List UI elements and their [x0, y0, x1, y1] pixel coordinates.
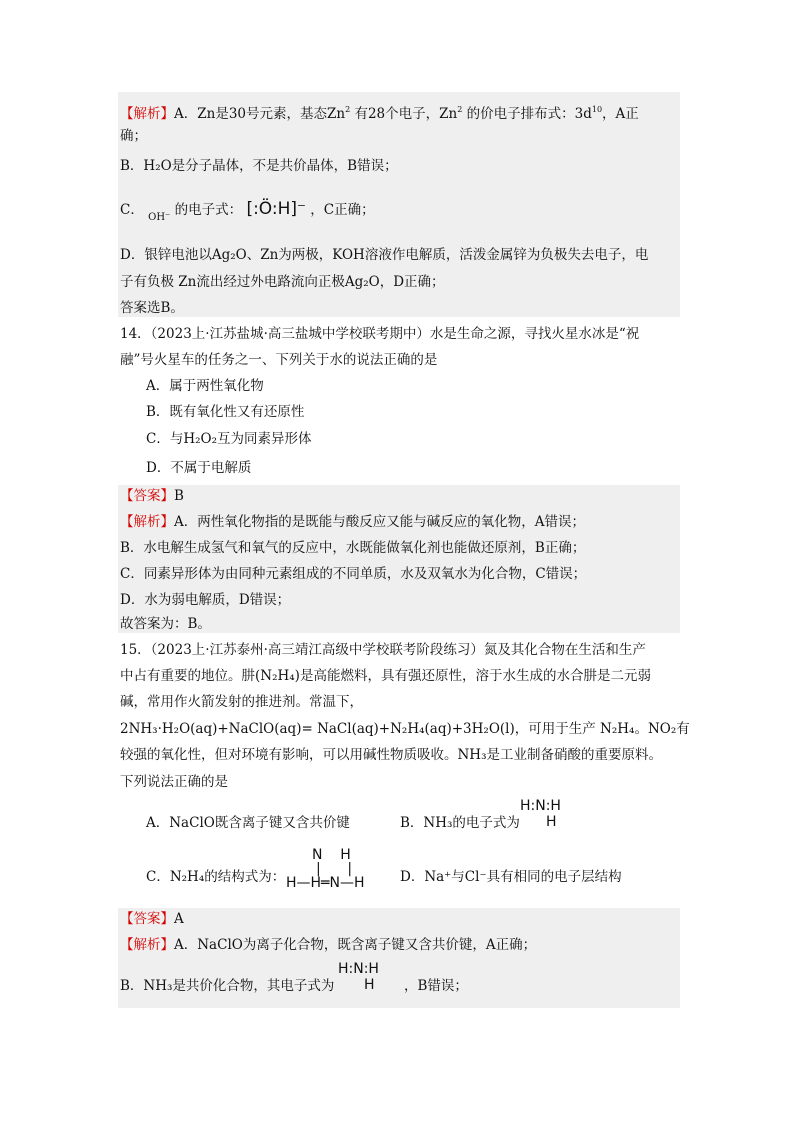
prev-exp-line-d1: D．银锌电池以Ag₂O、Zn为两极，KOH溶液作电解质，活泼金属锌为负极失去电子，电: [120, 247, 649, 263]
q15-option-d: D．Na⁺与Cl⁻具有相同的电子层结构: [400, 869, 622, 885]
prev-answer: 答案选B。: [120, 300, 184, 316]
text: ，可用于生产 N₂H₄。NO₂有: [514, 721, 690, 737]
struct-bonds: | |: [316, 861, 353, 877]
q14-option-a: A．属于两性氧化物: [146, 378, 264, 394]
h2o2-formula: H₂O₂: [183, 431, 218, 447]
text: ，A正: [602, 106, 639, 122]
text: ，C正确；: [310, 202, 375, 218]
q14-exp-5: 故答案为：B。: [120, 616, 211, 632]
nh3-electron-formula-2: [338, 961, 379, 993]
q15-option-c: C．N₂H₄的结构式为：: [146, 869, 286, 885]
superscript: 2: [345, 105, 351, 114]
prev-exp-line-b: B．H₂O是分子晶体，不是共价晶体，B错误；: [120, 158, 398, 174]
q14-option-b: B．既有氧化性又有还原性: [146, 404, 305, 420]
text: A．NaClO为离子化合物，既含离子键又含共价键，A正确；: [174, 937, 537, 953]
nh3-electron-formula: [520, 798, 561, 830]
text: 互为同素异形体: [217, 431, 312, 447]
answer-block: [118, 485, 680, 633]
daan-tag: 【答案】: [120, 488, 174, 504]
q15-exp-2b: ，B错误；: [404, 978, 468, 994]
superscript: 10: [591, 105, 603, 114]
struct-bottom-row: H—H═N—H: [286, 875, 365, 891]
text: 的电子式：: [174, 202, 243, 218]
daan-tag: 【答案】: [120, 911, 174, 927]
q14-answer: [120, 487, 184, 505]
text: B．NH₃是共价化合物，其电子式为: [120, 978, 335, 994]
oh-electron-formula: [:Ö:H]⁻: [246, 199, 306, 219]
text: C．: [120, 202, 144, 218]
q15-exp-2: [120, 977, 334, 995]
nh3-bottom-h: H: [546, 814, 557, 830]
prev-exp-line-a: [120, 101, 639, 123]
nh3-row: H:N:H: [520, 798, 561, 814]
nh3-row: H:N:H: [338, 961, 379, 977]
answer-value: B: [174, 488, 184, 504]
q15-stem-1: 15．（2023上·江苏泰州·高三靖江高级中学校联考阶段练习）氮及其化合物在生活和生产: [120, 642, 646, 658]
q15-answer: [120, 910, 184, 928]
q15-stem-2: 中占有重要的地位。肼(N₂H₄)是高能燃料，具有强还原性，溶于水生成的水合肼是二元弱: [120, 668, 651, 684]
text: A．两性氧化物指的是既能与酸反应又能与碱反应的氧化物，A错误；: [174, 514, 585, 530]
n2h4-structural-formula: [286, 848, 364, 890]
q14-stem-2: 融”号火星车的任务之一、下列关于水的说法正确的是: [120, 352, 438, 368]
text: C．与: [146, 431, 184, 447]
q15-stem-6: 下列说法正确的是: [120, 774, 228, 790]
superscript: 2: [457, 105, 463, 114]
prev-exp-line-a2: 确；: [120, 128, 147, 144]
q15-stem-5: 较强的氧化性，但对环境有影响，可以用碱性物质吸收。NH₃是工业制备硝酸的重要原料。: [120, 747, 662, 763]
q15-option-b: B．NH₃的电子式为: [400, 815, 520, 831]
prev-exp-line-d2: 子有负极 Zn流出经过外电路流向正极Ag₂O，D正确；: [120, 274, 445, 290]
q14-stem-1: 14．（2023上·江苏盐城·高三盐城中学校联考期中）水是生命之源，寻找火星水冰是“祝: [120, 326, 640, 342]
struct-top-row: N H: [312, 847, 351, 863]
text: 有28个电子，Zn: [354, 106, 458, 122]
text: A．Zn是30号元素，基态Zn: [174, 106, 346, 122]
q14-exp-4: D．水为弱电解质，D错误；: [120, 592, 291, 608]
q14-exp-2: B．水电解生成氢气和氧气的反应中，水既能做氧化剂也能做还原剂，B正确；: [120, 540, 586, 556]
q15-stem-3: 碱，常用作火箭发射的推进剂。常温下，: [120, 694, 363, 710]
q14-exp-3: C．同素异形体为由同种元素组成的不同单质，水及双氧水为化合物，C错误；: [120, 566, 587, 582]
q15-exp-1: [120, 936, 536, 954]
q15-stem-4: [120, 720, 690, 738]
q15-option-a: A．NaClO既含离子键又含共价键: [146, 815, 350, 831]
q14-exp-1: [120, 513, 585, 531]
q14-option-c: [146, 430, 312, 448]
jiexi-tag: 【解析】: [120, 937, 174, 953]
text: 的价电子排布式：3d: [466, 106, 592, 122]
answer-value: A: [174, 911, 184, 927]
prev-exp-line-c: [120, 200, 375, 227]
reaction-equation: 2NH₃·H₂O(aq)+NaClO(aq)= NaCl(aq)+N₂H₄(aq)+3H₂O(l): [120, 721, 515, 737]
jiexi-tag: 【解析】: [120, 514, 174, 530]
q14-option-d: D．不属于电解质: [146, 460, 252, 476]
oh-ion: OH⁻: [148, 212, 171, 223]
jiexi-tag: 【解析】: [120, 106, 174, 122]
nh3-bottom-h: H: [364, 977, 375, 993]
